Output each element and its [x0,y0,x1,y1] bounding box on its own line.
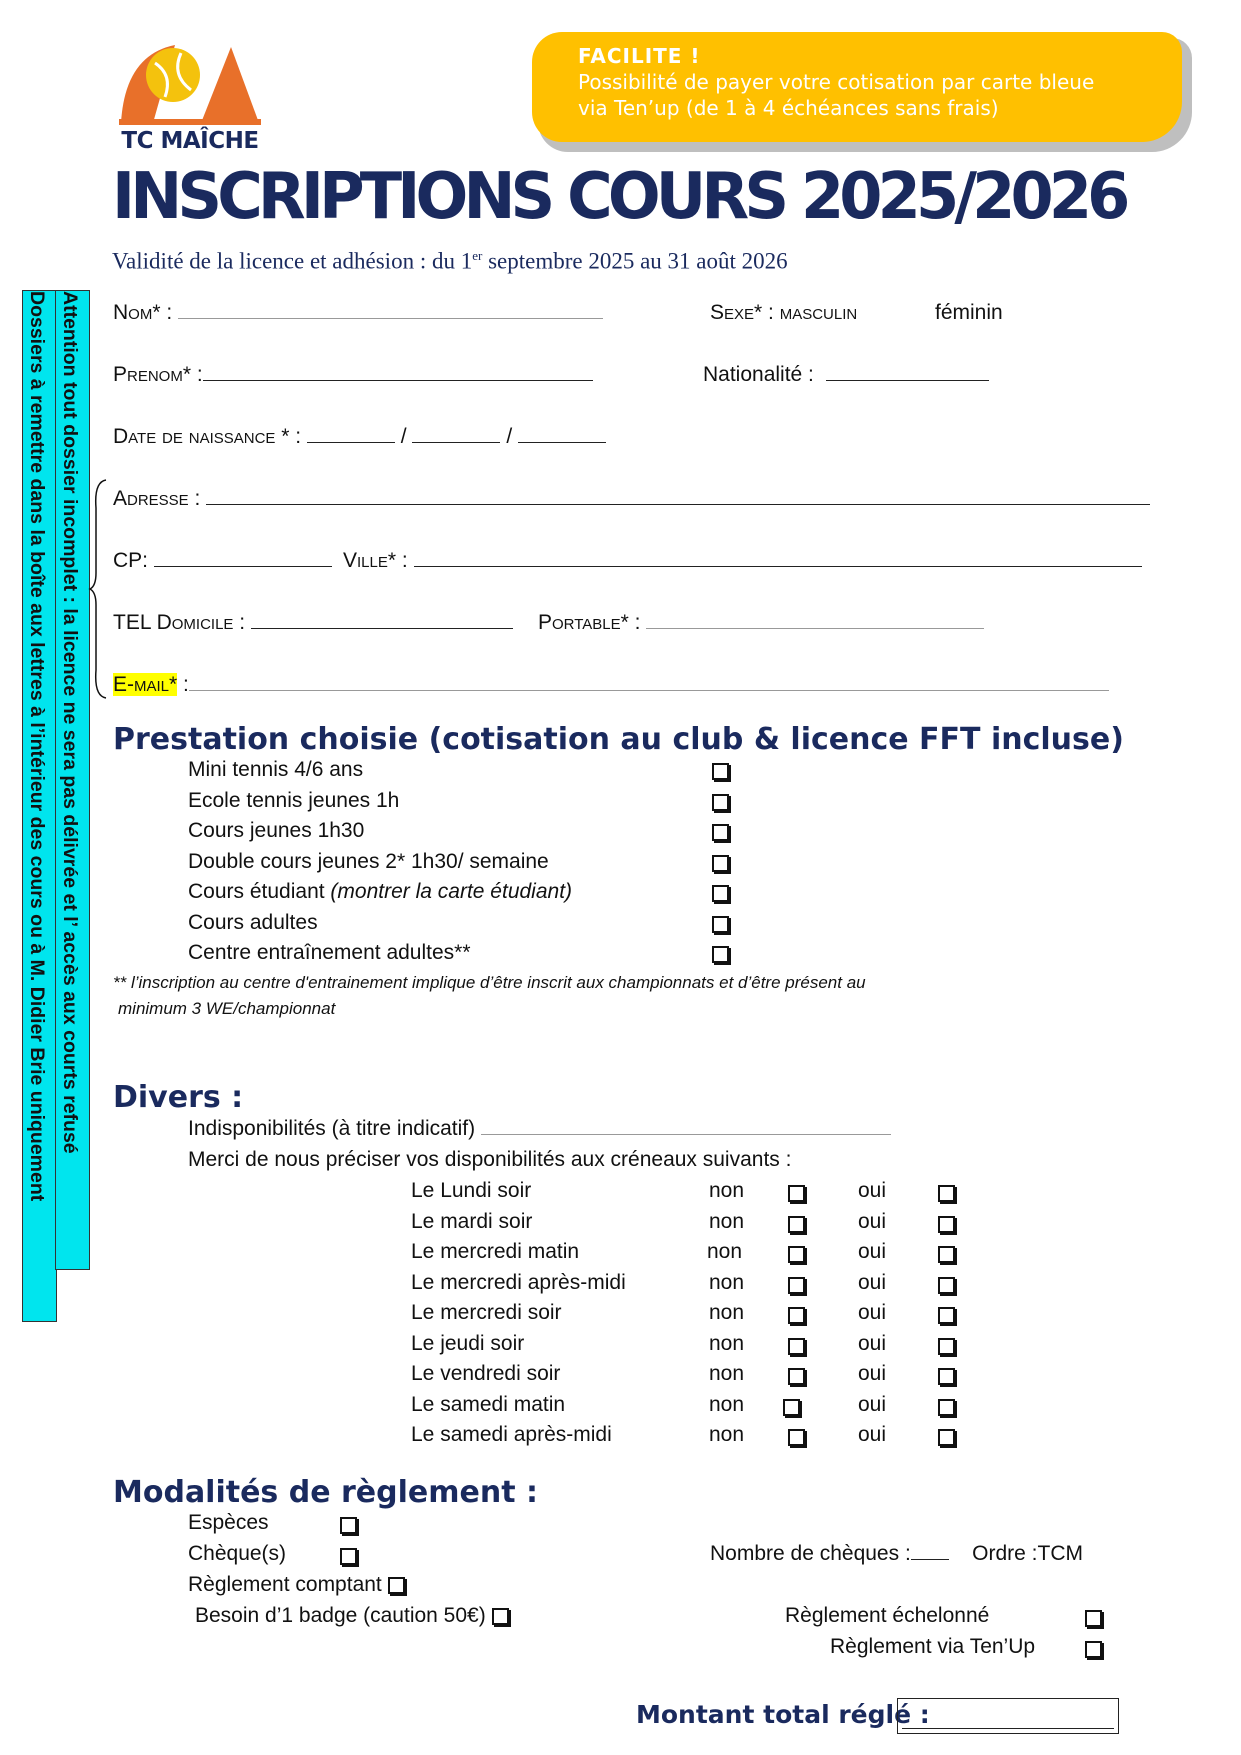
portable-field[interactable]: Portable* : [538,611,984,635]
prestation-item: Cours adultes [188,910,318,934]
prestation-item: Cours étudiant (montrer la carte étudiant) [188,880,573,903]
indispo-field[interactable]: Indisponibilités (à titre indicatif) [188,1117,891,1141]
checkbox-icon[interactable] [788,1338,805,1355]
checkbox-icon[interactable] [340,1548,357,1565]
banner-line2: via Ten’up (de 1 à 4 échéances sans frais) [578,96,999,120]
prestation-item: Mini tennis 4/6 ans [188,758,364,781]
tel-field[interactable]: TEL Domicile : [113,611,513,635]
slot-row: Le samedi après-midi non oui [411,1423,961,1454]
prestation-item: Double cours jeunes 2* 1h30/ semaine [188,849,549,873]
nombre-cheques-field[interactable]: Nombre de chèques : Ordre :TCM [710,1542,1083,1565]
prestation-item: Ecole tennis jeunes 1h [188,788,400,812]
checkbox-icon[interactable] [712,794,729,811]
especes-option[interactable]: Espèces [188,1511,269,1535]
checkbox-icon[interactable] [938,1338,955,1355]
side-banner-inner: Attention tout dossier incomplet : la licence ne sera pas délivrée et l’ accès aux courts refusé [55,290,90,1270]
sexe-field[interactable]: Sexe* : masculin [710,301,858,324]
checkbox-icon[interactable] [788,1185,805,1202]
checkbox-icon[interactable] [1085,1641,1102,1658]
feminin-option[interactable]: féminin [935,301,1003,324]
logo-text: TC MAÎCHE [121,128,259,154]
merci-text: Merci de nous préciser vos disponibilités aux créneaux suivants : [188,1148,792,1171]
montant-field[interactable]: Montant total réglé : [636,1700,930,1729]
prestation-footnote: ** l’inscription au centre d'entrainement implique d’être inscrit aux championnats et d’être présent au minimum 3 WE/championnat [113,973,866,1018]
checkbox-icon[interactable] [938,1185,955,1202]
side-banner-outer: Dossiers à remettre dans la boîte aux lettres à l’intérieur des cours ou à M. Didier Brie uniquement [22,290,57,1322]
slot-row: Le jeudi soir non oui [411,1332,961,1363]
checkbox-icon[interactable] [492,1608,509,1625]
slot-row: Le mercredi après-midi non oui [411,1271,961,1302]
checkbox-icon[interactable] [938,1216,955,1233]
echelonne-option[interactable]: Règlement échelonné [785,1604,989,1628]
prestation-item: Centre entraînement adultes** [188,941,471,964]
slot-row: Le mardi soir non oui [411,1210,961,1241]
slots-table [411,1179,961,1454]
slot-row: Le mercredi soir non oui [411,1301,961,1332]
checkbox-icon[interactable] [788,1216,805,1233]
slot-row: Le vendredi soir non oui [411,1362,961,1393]
payment-banner [532,32,1192,152]
validity-text: Validité de la licence et adhésion : du 1er septembre 2025 au 31 août 2026 [112,248,788,274]
checkbox-icon[interactable] [788,1246,805,1263]
adresse-field[interactable]: Adresse : [113,487,1150,511]
checkbox-icon[interactable] [712,885,729,902]
prestation-item: Cours jeunes 1h30 [188,819,365,842]
badge-option[interactable]: Besoin d’1 badge (caution 50€) [195,1604,509,1628]
cheques-option[interactable]: Chèque(s) [188,1542,286,1566]
slot-row: Le mercredi matin non oui [411,1240,961,1271]
naissance-field[interactable]: Date de naissance * : / / [113,425,606,449]
checkbox-icon[interactable] [340,1517,357,1534]
comptant-option[interactable]: Règlement comptant [188,1573,405,1597]
checkbox-icon[interactable] [388,1577,405,1594]
checkbox-icon[interactable] [938,1429,955,1446]
slot-row: Le Lundi soir non oui [411,1179,961,1210]
checkbox-icon[interactable] [938,1277,955,1294]
checkbox-icon[interactable] [1085,1610,1102,1627]
checkbox-icon[interactable] [788,1277,805,1294]
checkbox-icon[interactable] [712,824,729,841]
checkbox-icon[interactable] [788,1368,805,1385]
slot-row: Le samedi matin non oui [411,1393,961,1424]
nationalite-field[interactable]: Nationalité : [703,363,989,387]
checkbox-icon[interactable] [712,763,729,780]
checkbox-icon[interactable] [712,916,729,933]
montant-box[interactable] [897,1698,1119,1734]
checkbox-icon[interactable] [938,1399,955,1416]
checkbox-icon[interactable] [938,1307,955,1324]
address-brace [88,478,108,700]
checkbox-icon[interactable] [783,1399,800,1416]
prestation-heading: Prestation choisie (cotisation au club & licence FFT incluse) [113,722,1124,757]
prestation-list [188,758,738,972]
reglement-heading: Modalités de règlement : [113,1475,538,1510]
prestation-checkboxes [712,763,729,977]
logo-graphic [115,35,265,125]
page-title: INSCRIPTIONS COURS 2025/2026 [112,160,1126,234]
checkbox-icon[interactable] [788,1429,805,1446]
checkbox-icon[interactable] [788,1307,805,1324]
banner-title: FACILITE ! [578,44,701,68]
checkbox-icon[interactable] [712,946,729,963]
divers-heading: Divers : [113,1080,244,1115]
nom-field[interactable]: Nom* : [113,301,603,325]
checkbox-icon[interactable] [938,1246,955,1263]
banner-line1: Possibilité de payer votre cotisation par carte bleue [578,70,1095,94]
tenup-option[interactable]: Règlement via Ten’Up [830,1635,1035,1659]
email-field[interactable]: E-mail* : [113,673,1109,697]
checkbox-icon[interactable] [712,855,729,872]
checkbox-icon[interactable] [938,1368,955,1385]
club-logo [115,35,265,154]
cp-field[interactable]: CP: [113,549,332,573]
prenom-field[interactable]: Prenom* : [113,363,593,387]
ville-field[interactable]: Ville* : [343,549,1142,573]
